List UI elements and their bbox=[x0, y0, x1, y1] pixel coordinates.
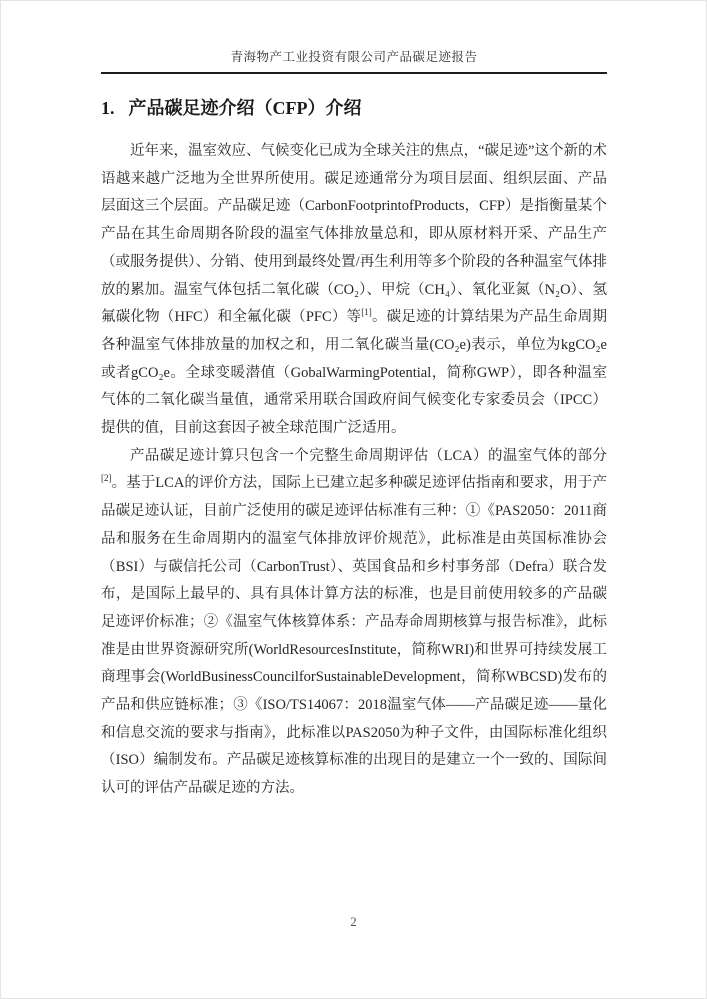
page-footer bbox=[1, 915, 706, 930]
page-content bbox=[101, 1, 607, 803]
paragraph-text-run: 产品碳足迹计算只包含一个完整生命周期评估（LCA）的温室气体的部分 bbox=[130, 447, 607, 464]
section-heading-title: 产品碳足迹介绍（CFP）介绍 bbox=[128, 98, 362, 118]
section-heading-number: 1. bbox=[101, 98, 115, 118]
body-paragraphs-container bbox=[101, 138, 607, 803]
body-paragraph bbox=[101, 138, 607, 443]
page-header-title: 青海物产工业投资有限公司产品碳足迹报告 bbox=[230, 50, 478, 64]
page-header bbox=[101, 1, 607, 74]
citation-superscript: [1] bbox=[361, 307, 372, 318]
citation-superscript: [2] bbox=[101, 473, 112, 484]
body-paragraph bbox=[101, 443, 607, 803]
paragraph-text-run: 。碳足迹的计算结果为产品生命周期各种温室气体排放量的加权之和，用二氧化碳当量(CO₂e)表示，单位为kgCO₂e或者gCO₂e。全球变暖潜值（GobalWarmingPotential，简称GWP），即各种温室气体的二氧化碳当量值，通常采用联合国政府间气候变化专家委员会（IPCC）提供的值，目前这套因子被全球范围广泛适用。 bbox=[101, 309, 607, 437]
page-number: 2 bbox=[350, 915, 357, 929]
section-heading bbox=[101, 95, 607, 121]
paragraph-text-run: 近年来，温室效应、气候变化已成为全球关注的焦点，“碳足迹”这个新的术语越来越广泛地为全世界所使用。碳足迹通常分为项目层面、组织层面、产品层面这三个层面。产品碳足迹（CarbonFootprintofProducts，CFP）是指衡量某个产品在其生命周期各阶段的温室气体排放量总和，即从原材料开采、产品生产（或服务提供）、分销、使用到最终处置/再生利用等多个阶段的各种温室气体排放的累加。温室气体包括二氧化碳（CO₂）、甲烷（CH₄）、氧化亚氮（N₂O）、氢氟碳化物（HFC）和全氟化碳（PFC）等 bbox=[101, 143, 607, 326]
paragraph-text-run: 。基于LCA的评价方法，国际上已建立起多种碳足迹评估指南和要求，用于产品碳足迹认证，目前广泛使用的碳足迹评估标准有三种：①《PAS2050：2011商品和服务在生命周期内的温室气体排放评价规范》，此标准是由英国标准协会（BSI）与碳信托公司（CarbonTrust）、英国食品和乡村事务部（Defra）联合发布，是国际上最早的、具有具体计算方法的标准，也是目前使用较多的产品碳足迹评价标准；②《温室气体核算体系：产品寿命周期核算与报告标准》，此标准是由世界资源研究所(WorldResourcesInstitute，简称WRI)和世界可持续发展工商理事会(WorldBusinessCouncilforSustainableDevelopment，简称WBCSD)发布的产品和供应链标准；③《ISO/TS14067：2018温室气体——产品碳足迹——量化和信息交流的要求与指南》，此标准以PAS2050为种子文件，由国际标准化组织（ISO）编制发布。产品碳足迹核算标准的出现目的是建立一个一致的、国际间认可的评估产品碳足迹的方法。 bbox=[101, 475, 607, 797]
